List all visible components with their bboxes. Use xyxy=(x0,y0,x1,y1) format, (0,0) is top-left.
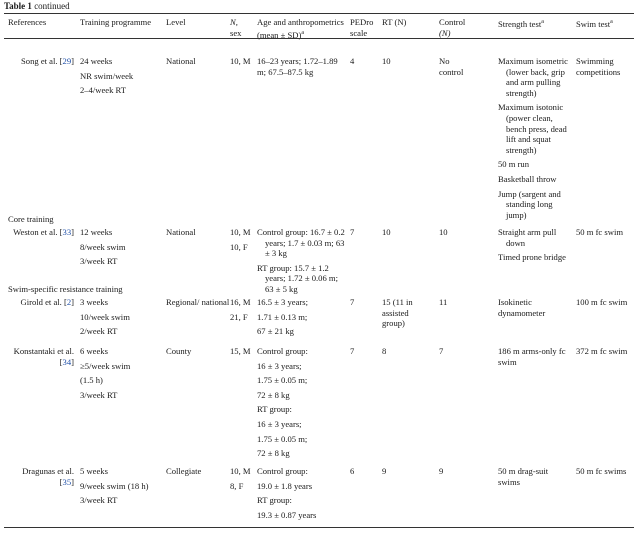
age-girold: 16.5 ± 3 years; 1.71 ± 0.13 m; 67 ± 21 kg xyxy=(257,297,309,337)
ref-link-35[interactable]: 35 xyxy=(62,476,72,487)
header-control: Control (N) xyxy=(439,17,466,38)
ref-link-29[interactable]: 29 xyxy=(62,56,72,66)
control-song: No control xyxy=(439,56,464,77)
control-dragunas: 9 xyxy=(439,466,444,476)
ref-weston[interactable]: Weston et al. [33] xyxy=(13,227,74,237)
ref-song[interactable]: Song et al. [29] xyxy=(21,56,74,66)
age-dragunas: Control group: 19.0 ± 1.8 years RT group: 19.3 ± 0.87 years xyxy=(257,466,317,520)
ref-link-34[interactable]: 34 xyxy=(62,356,72,367)
age-weston: Control group: 16.7 ± 0.2 years; 1.7 ± 0.03 m; 63 ± 3 kg RT group: 15.7 ± 1.2 years; 1.72 ± 0.06 m; 63 ± 5 kg xyxy=(257,227,345,294)
header-n-sex: N, sex xyxy=(230,17,242,38)
pedro-konstantaki: 7 xyxy=(350,346,355,356)
training-dragunas: 5 weeks 9/week swim (18 h) 3/week RT xyxy=(80,466,149,506)
rt-song: 10 xyxy=(382,56,391,66)
training-konstantaki: 6 weeks ≥5/week swim (1.5 h) 3/week RT xyxy=(80,346,131,400)
strength-konstantaki: 186 m arms-only fc swim xyxy=(498,346,566,367)
header-strength: Strength test$^a$ xyxy=(498,18,544,29)
training-girold: 3 weeks 10/week swim 2/week RT xyxy=(80,297,130,337)
ref-link-2[interactable]: 2 xyxy=(66,297,72,307)
control-girold: 11 xyxy=(439,297,448,307)
ref-konstantaki[interactable]: Konstantaki et al. [34] xyxy=(13,346,74,367)
swim-girold: 100 m fc swim xyxy=(576,297,628,307)
strength-weston: Straight arm pull down Timed prone bridge xyxy=(498,227,566,263)
n-dragunas: 10, M 8, F xyxy=(230,466,251,491)
strength-song: Maximum isometric (lower back, grip and arm pulling strength) Maximum isotonic (power clean, bench press, dead lift and squat strength) 50 m run Basketball throw Jump (sargent and standing long jump) xyxy=(498,56,568,220)
section-swim-specific: Swim-specific resistance training xyxy=(8,284,123,294)
swim-song: Swimming competitions xyxy=(576,56,621,77)
level-song: National xyxy=(166,56,196,66)
n-song: 10, M xyxy=(230,56,251,66)
age-song: 16–23 years; 1.72–1.89 m; 67.5–87.5 kg xyxy=(257,56,338,77)
header-swim: Swim test$^a$ xyxy=(576,18,613,29)
table-caption: Table 1 continued xyxy=(4,1,70,11)
control-konstantaki: 7 xyxy=(439,346,444,356)
rt-konstantaki: 8 xyxy=(382,346,387,356)
ref-dragunas[interactable]: Dragunas et al. [35] xyxy=(22,466,74,487)
header-rule xyxy=(4,38,634,39)
training-song: 24 weeks NR swim/week 2–4/week RT xyxy=(80,56,134,96)
pedro-dragunas: 6 xyxy=(350,466,355,476)
rt-weston: 10 xyxy=(382,227,391,237)
pedro-song: 4 xyxy=(350,56,355,66)
level-girold: Regional/ national xyxy=(166,297,230,307)
swim-konstantaki: 372 m fc swim xyxy=(576,346,628,356)
header-rt: RT (N) xyxy=(382,17,407,27)
header-age: Age and anthropometrics (mean ± SD)$^a$ xyxy=(257,17,344,40)
ref-link-33[interactable]: 33 xyxy=(62,227,72,237)
header-references: References xyxy=(8,17,47,27)
header-level: Level xyxy=(166,17,186,27)
swim-dragunas: 50 m fc swims xyxy=(576,466,627,476)
ref-girold[interactable]: Girold et al. [2] xyxy=(20,297,74,307)
level-weston: National xyxy=(166,227,196,237)
n-konstantaki: 15, M xyxy=(230,346,251,356)
n-weston: 10, M 10, F xyxy=(230,227,251,252)
bottom-rule xyxy=(4,527,634,528)
age-konstantaki: Control group: 16 ± 3 years; 1.75 ± 0.05 m; 72 ± 8 kg RT group: 16 ± 3 years; 1.75 ± 0.05 m; 72 ± 8 kg xyxy=(257,346,308,459)
strength-girold: Isokinetic dynamometer xyxy=(498,297,546,318)
section-core-training: Core training xyxy=(8,214,54,224)
header-training: Training programme xyxy=(80,17,152,27)
n-girold: 16, M 21, F xyxy=(230,297,251,322)
top-rule xyxy=(4,13,634,14)
rt-girold: 15 (11 in assisted group) xyxy=(382,297,413,329)
header-pedro: PEDro scale xyxy=(350,17,374,38)
level-konstantaki: County xyxy=(166,346,192,356)
pedro-weston: 7 xyxy=(350,227,355,237)
pedro-girold: 7 xyxy=(350,297,355,307)
control-weston: 10 xyxy=(439,227,448,237)
strength-dragunas: 50 m drag-suit swims xyxy=(498,466,549,487)
rt-dragunas: 9 xyxy=(382,466,387,476)
level-dragunas: Collegiate xyxy=(166,466,202,476)
swim-weston: 50 m fc swim xyxy=(576,227,624,237)
training-weston: 12 weeks 8/week swim 3/week RT xyxy=(80,227,126,267)
